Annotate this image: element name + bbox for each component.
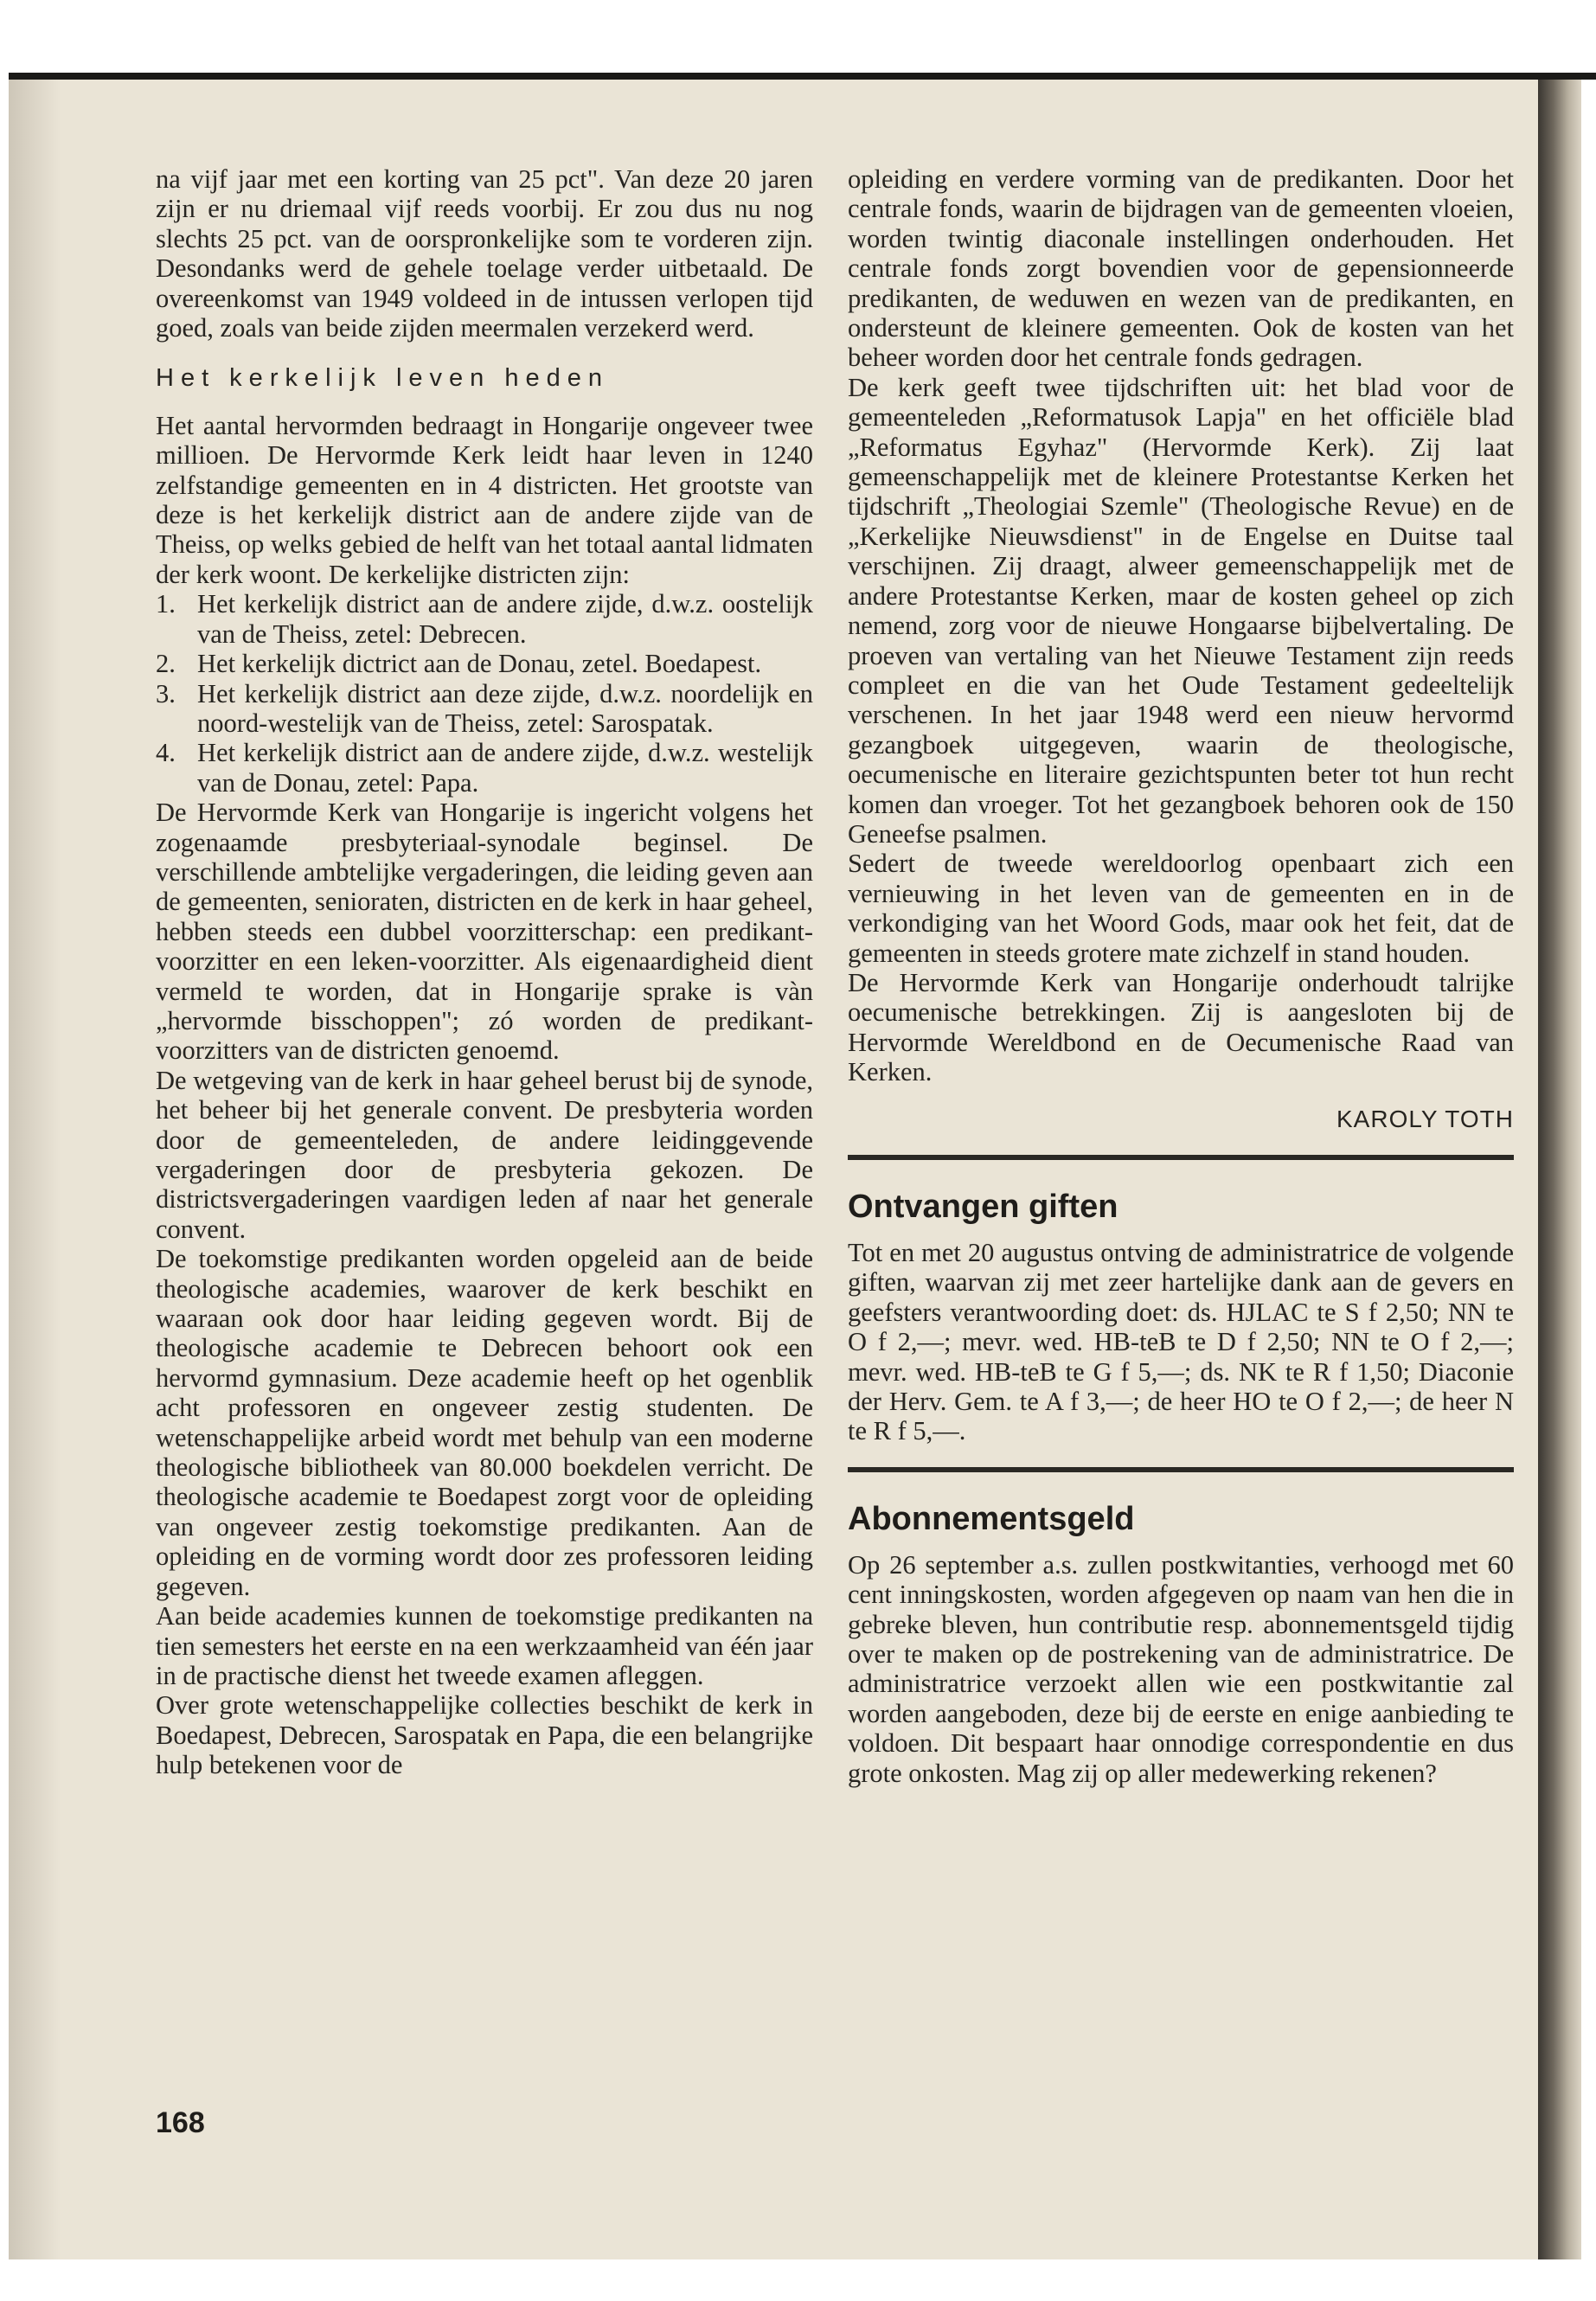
- list-item: [156, 738, 813, 798]
- list-text: Het kerkelijk district aan de andere zijde, d.w.z. oostelijk van de Theiss, zetel: Debrecen.: [197, 589, 813, 649]
- list-number: 3.: [156, 678, 176, 708]
- paragraph: Over grote wetenschappelijke collecties beschikt de kerk in Boedapest, Debrecen, Sarospatak en Papa, die een belangrijke hulp betekenen voor de: [156, 1690, 813, 1780]
- list-number: 2.: [156, 649, 176, 679]
- giften-paragraph: Tot en met 20 augustus ontving de administratrice de volgende giften, waarvan zij met zeer hartelijke dank aan de gevers en geefsters verantwoording doet: ds. HJLAC te S f 2,50; NN te O f 2,—; mevr. wed. HB-teB te D f 2,50; NN te O f 2,—; mevr. wed. HB-teB te G f 5,—; ds. NK te R f 1,50; Diaconie der Herv. Gem. te A f 3,—; de heer HO te O f 2,—; de heer N te R f 5,—.: [848, 1238, 1514, 1446]
- section-subheading: Het kerkelijk leven heden: [156, 364, 610, 393]
- page-number: 168: [156, 2106, 205, 2139]
- author-signature: KAROLY TOTH: [1336, 1105, 1514, 1132]
- abonnement-heading: Abonnementsgeld: [848, 1500, 1135, 1537]
- paragraph: Sedert de tweede wereldoorlog openbaart zich een vernieuwing in het leven van de gemeenten en in de verkondiging van het Woord Gods, maar ook het feit, dat de gemeenten in steeds grotere mate zichzelf in stand houden.: [848, 849, 1514, 968]
- paragraph: opleiding en verdere vorming van de predikanten. Door het centrale fonds, waarin de bijdragen van de gemeenten vloeien, worden twintig diaconale instellingen onderhouden. Het centrale fonds zorgt bovendien voor de gepensionneerde predikanten, de weduwen en wezen van de predikanten, en ondersteunt de kleinere gemeenten. Ook de kosten van het beheer worden door het centrale fonds gedragen.: [848, 164, 1514, 373]
- paragraph: De Hervormde Kerk van Hongarije onderhoudt talrijke oecumenische betrekkingen. Zij is aangesloten bij de Hervormde Wereldbond en de Oecumenische Raad van Kerken.: [848, 967, 1514, 1087]
- list-text: Het kerkelijk dictrict aan de Donau, zetel. Boedapest.: [197, 649, 762, 679]
- paragraph: Aan beide academies kunnen de toekomstige predikanten na tien semesters het eerste en na een werkzaamheid van één jaar in de practische dienst het tweede examen afleggen.: [156, 1601, 813, 1690]
- paragraph: De wetgeving van de kerk in haar geheel berust bij de synode, het beheer bij het generale convent. De presbyteria worden door de gemeenteleden, de andere leidinggevende vergaderingen door de presbyteria gekozen. De districtsvergaderingen vaardigen leden af naar het generale convent.: [156, 1065, 813, 1244]
- right-column: [848, 164, 1514, 1788]
- scan-top-edge: [0, 0, 1596, 80]
- list-item: [156, 649, 813, 678]
- section-divider: [848, 1467, 1514, 1472]
- paragraph: De kerk geeft twee tijdschriften uit: het blad voor de gemeenteleden „Reformatusok Lapja" en het officiële blad „Reformatus Egyhaz" (Hervormde Kerk). Zij laat gemeenschappelijk met de kleinere Protestantse Kerken het tijdschrift „Theologiai Szemle" (Theologische Revue) en de „Kerkelijke Nieuwsdienst" in de Engelse en Duitse taal verschijnen. Zij draagt, alweer gemeenschappelijk met de andere Protestantse Kerken, maar de kosten geheel op zich nemend, zorg voor de nieuwe Hongaarse bijbelvertaling. De proeven van vertaling van het Nieuwe Testament zijn reeds compleet en die van het Oude Testament gedeeltelijk verschenen. In het jaar 1948 werd een nieuw hervormd gezangboek uitgegeven, waarin de theologische, oecumenische en literaire gezichtspunten beter tot hun recht komen dan vroeger. Tot het gezangboek behoren ook de 150 Geneefse psalmen.: [848, 372, 1514, 849]
- section-divider: [848, 1155, 1514, 1160]
- paragraph: De toekomstige predikanten worden opgeleid aan de beide theologische academies, waarover de kerk beschikt en waaraan ook door haar leiding gegeven wordt. Bij de theologische academie te Debrecen behoort ook een hervormd gymnasium. Deze academie heeft op het ogenblik acht professoren en ongeveer zestig studenten. De wetenschappelijke arbeid wordt met behulp van een moderne theologische bibliotheek van 80.000 boekdelen verricht. De theologische academie te Boedapest zorgt voor de opleiding van ongeveer zestig toekomstige predikanten. Aan de opleiding en de vorming wordt door zes professoren leiding gegeven.: [156, 1244, 813, 1601]
- paragraph: De Hervormde Kerk van Hongarije is ingericht volgens het zogenaamde presbyteriaal-synodale beginsel. De verschillende ambtelijke vergaderingen, die leiding geven aan de gemeenten, senioraten, districten en de kerk in haar geheel, hebben steeds een dubbel voorzitterschap: een predikant-voorzitter en een leken-voorzitter. Als eigenaardigheid dient vermeld te worden, dat in Hongarije sprake is vàn „hervormde bisschoppen"; zó worden de predikant-voorzitters van de districten genoemd.: [156, 798, 813, 1066]
- list-item: [156, 589, 813, 649]
- intro-paragraph: na vijf jaar met een korting van 25 pct". Van deze 20 jaren zijn er nu driemaal vijf reeds voorbij. Er zou dus nu nog slechts 25 pct. van de oorspronkelijke som te vorderen zijn. Desondanks werd de gehele toelage verder uitbetaald. De overeenkomst van 1949 voldeed in de intussen verlopen tijd goed, zoals van beide zijden meermalen verzekerd werd.: [156, 164, 813, 343]
- list-text: Het kerkelijk district aan deze zijde, d.w.z. noordelijk en noord-westelijk van de Theiss, zetel: Sarospatak.: [197, 678, 813, 738]
- districts-list: [156, 589, 813, 798]
- list-number: 1.: [156, 589, 176, 619]
- paragraph: Het aantal hervormden bedraagt in Hongarije ongeveer twee millioen. De Hervormde Kerk leidt haar leven in 1240 zelfstandige gemeenten en in 4 districten. Het grootste van deze is het kerkelijk district aan de andere zijde van de Theiss, op welks gebied de helft van het totaal aantal lidmaten der kerk woont. De kerkelijke districten zijn:: [156, 410, 813, 589]
- list-text: Het kerkelijk district aan de andere zijde, d.w.z. westelijk van de Donau, zetel: Papa.: [197, 738, 813, 798]
- list-item: [156, 679, 813, 739]
- book-binding-edge: [1538, 80, 1581, 2259]
- list-number: 4.: [156, 738, 176, 768]
- page-shadow: [9, 80, 61, 2259]
- abonnement-paragraph: Op 26 september a.s. zullen postkwitanties, verhoogd met 60 cent inningskosten, worden afgegeven op naam van hen die in gebreke bleven, hun contributie resp. abonnementsgeld tijdig over te maken op de postrekening van de administratrice. De administratrice verzoekt allen wie een postkwitantie zal worden aangeboden, deze bij de eerste en enige aanbieding te voldoen. Dit bespaart haar onnodige correspondentie en dus grote onkosten. Mag zij op aller medewerking rekenen?: [848, 1549, 1514, 1788]
- giften-heading: Ontvangen giften: [848, 1189, 1118, 1225]
- left-column: [156, 164, 813, 1780]
